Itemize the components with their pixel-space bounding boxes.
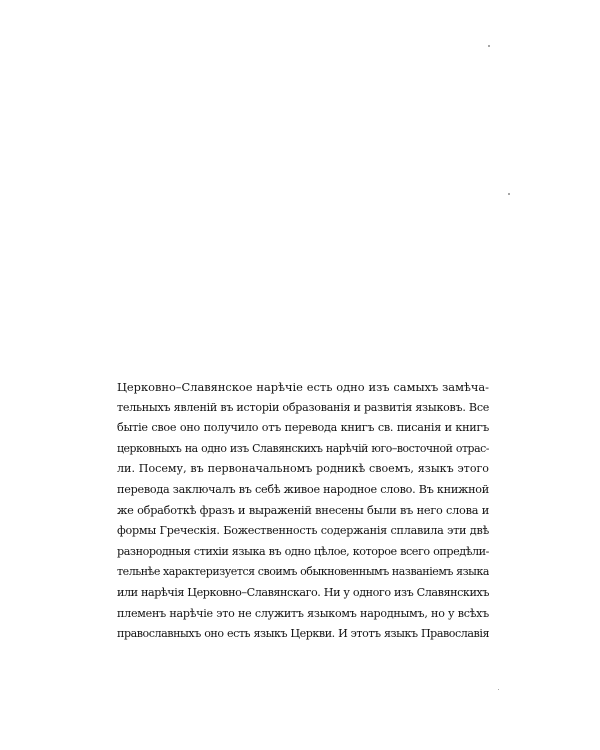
paragraph-line: племенъ нарѣчіе это не служитъ языкомъ народнымъ, но у всѣхъ [117, 606, 489, 620]
paragraph-line: православныхъ оно есть языкъ Церкви. И этотъ языкъ Православія [117, 627, 489, 641]
paragraph-line: тельнѣе характеризуется своимъ обыкновеннымъ названіемъ языка [117, 565, 489, 579]
paragraph-line: же обработкѣ фразъ и выраженій внесены были въ него слова и [117, 503, 489, 517]
print-speck [508, 193, 510, 195]
paragraph-line: тельныхъ явленій въ исторіи образованія и развитія языковъ. Все [117, 400, 489, 414]
paragraph-line: или нарѣчія Церковно–Славянскаго. Ни у одного изъ Славянскихъ [117, 585, 489, 599]
paragraph-line: перевода заключалъ въ себѣ живое народное слово. Въ книжной [117, 482, 489, 496]
print-speck [488, 45, 490, 47]
paragraph-line: ли. Посему, въ первоначальномъ родникѣ своемъ, языкъ этого [117, 462, 489, 476]
paragraph-line: формы Греческія. Божественность содержанія сплавила эти двѣ [117, 524, 489, 538]
paragraph-line: церковныхъ на одно изъ Славянскихъ нарѣчій юго–восточной отрас- [117, 441, 489, 455]
paragraph-line: Церковно–Славянское нарѣчіе есть одно изъ самыхъ замѣча- [117, 380, 489, 394]
body-paragraph [117, 377, 489, 645]
paragraph-line: бытіе свое оно получило отъ перевода книгъ св. писанія и книгъ [117, 421, 489, 435]
print-speck [498, 689, 499, 690]
paragraph-line: разнородныя стихіи языка въ одно цѣлое, которое всего опредѣли- [117, 544, 489, 558]
